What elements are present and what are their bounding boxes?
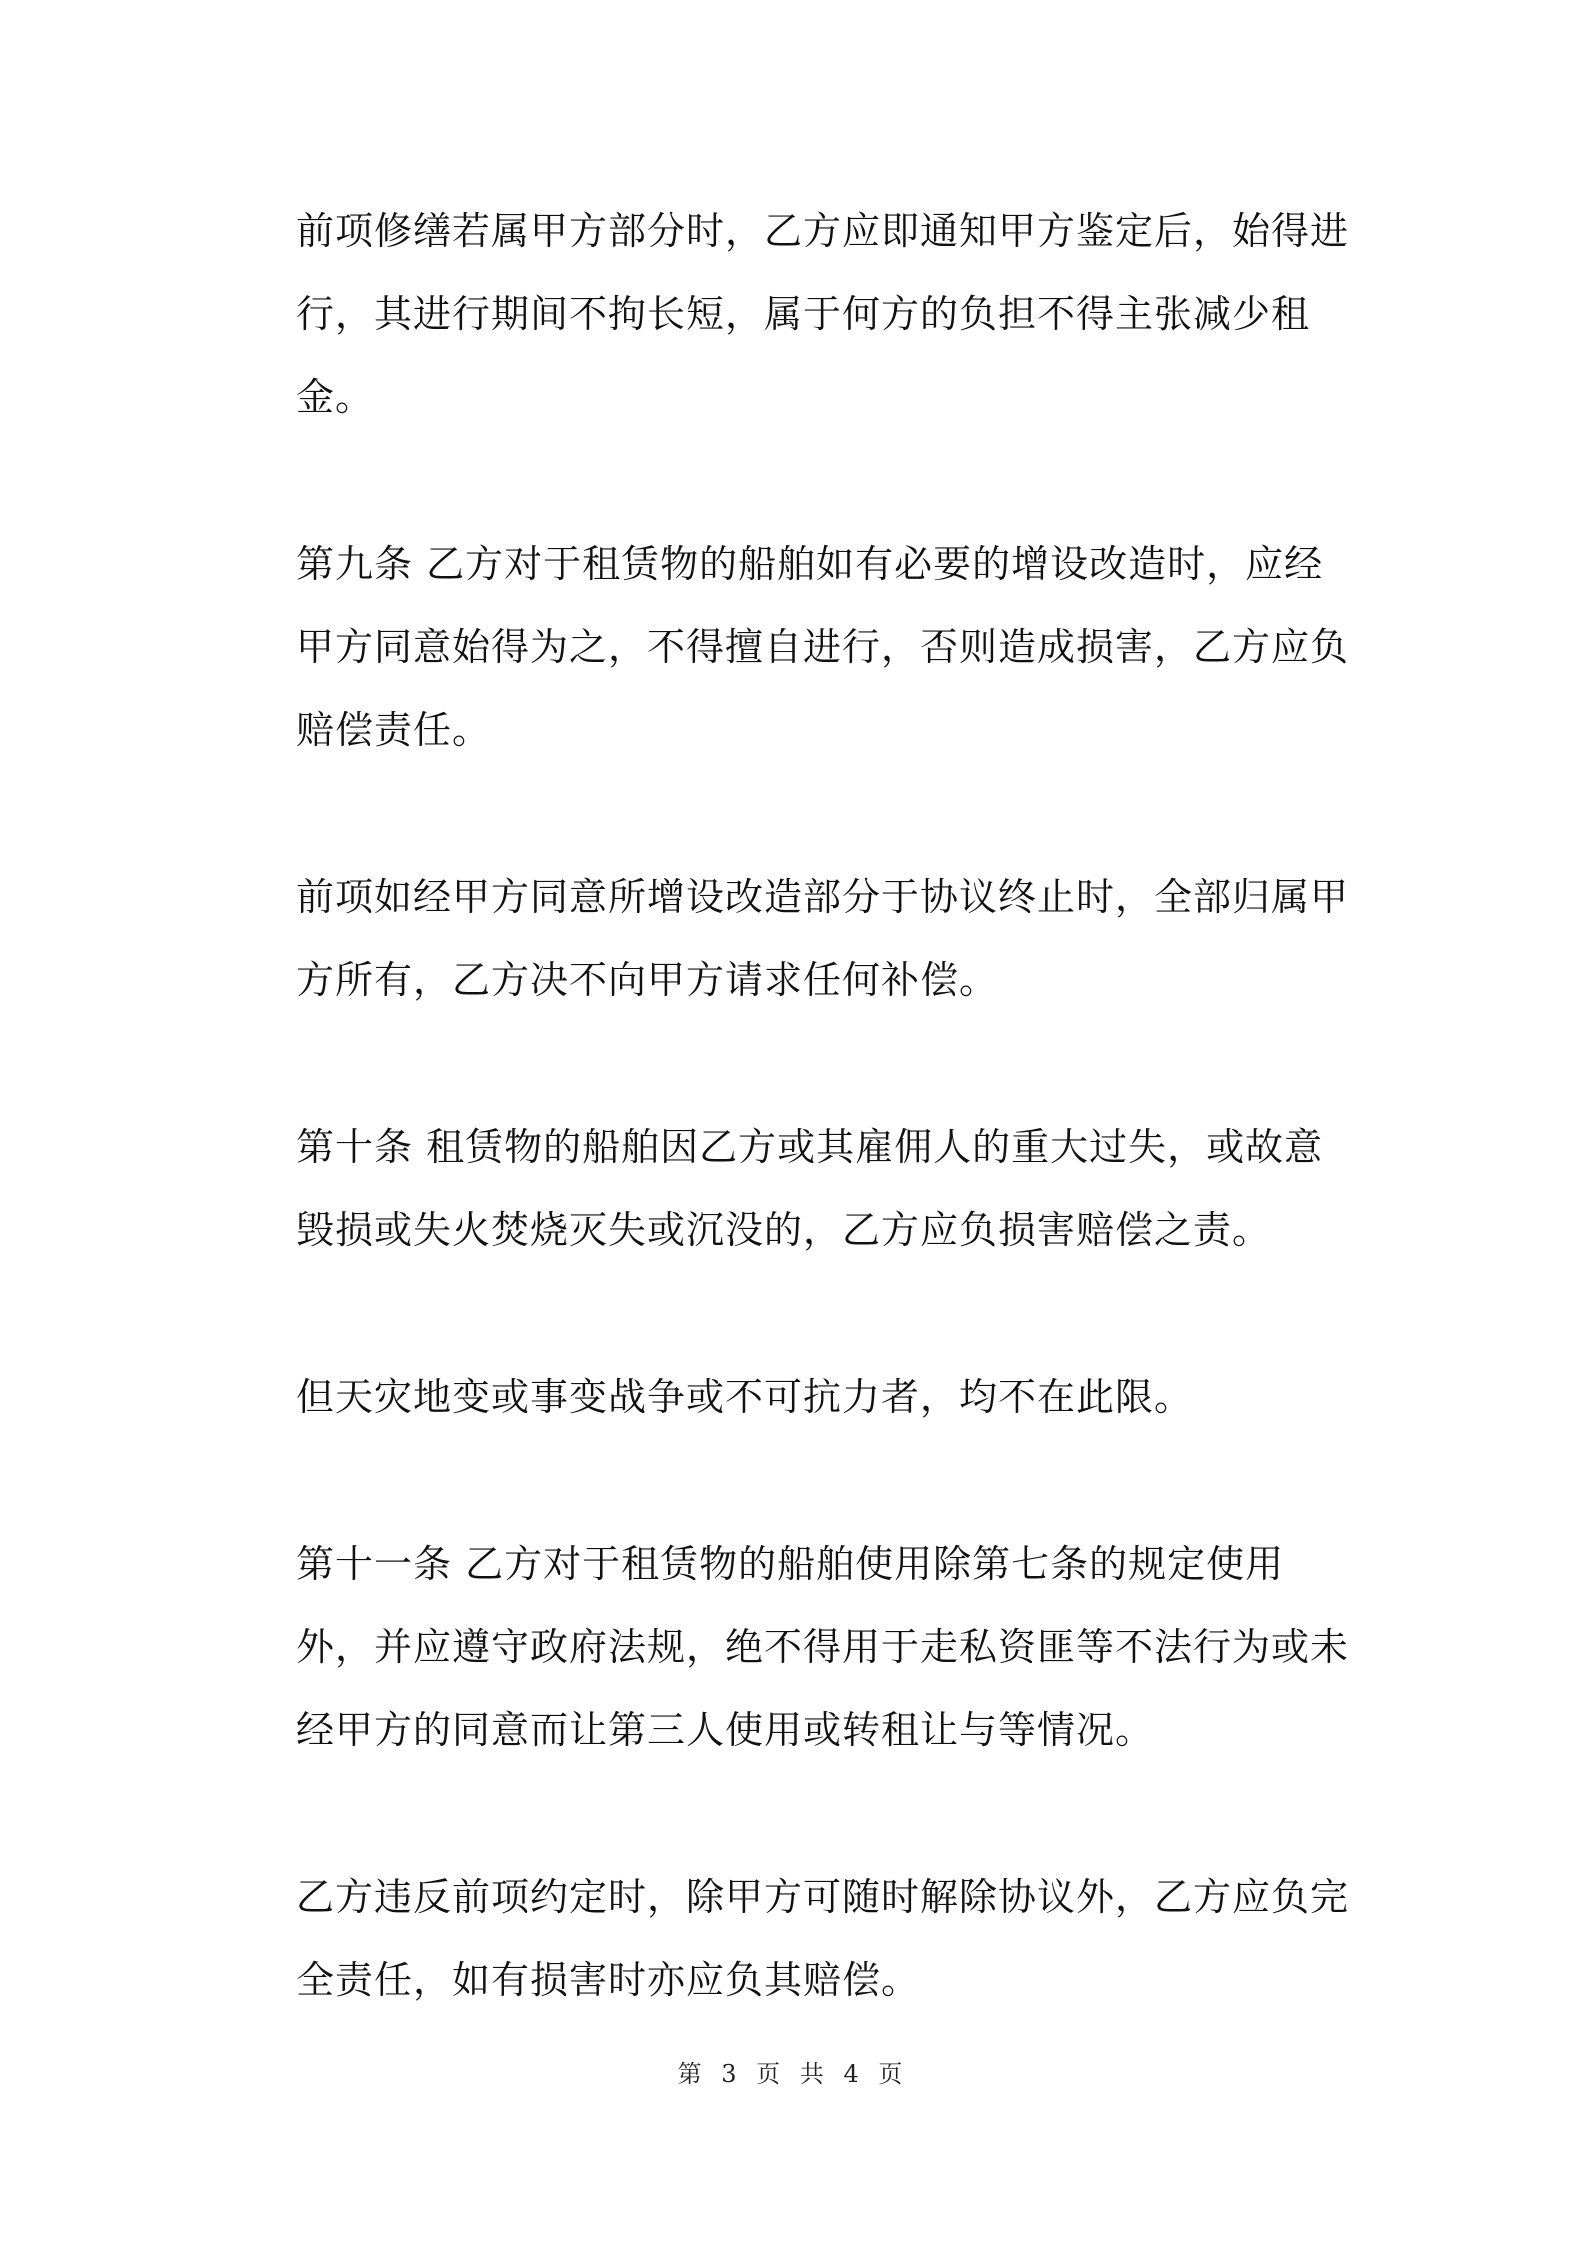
paragraph-article-9: 第九条 乙方对于租赁物的船舶如有必要的增设改造时，应经甲方同意始得为之，不得擅自进行，否则造成损害，乙方应负赔偿责任。 (296, 542, 1350, 752)
paragraph-repair-notice: 前项修缮若属甲方部分时，乙方应即通知甲方鉴定后，始得进行，其进行期间不拘长短，属于何方的负担不得主张减少租金。 (296, 209, 1350, 419)
paragraph-article-10-exception: 但天灾地变或事变战争或不可抗力者，均不在此限。 (296, 1375, 1194, 1419)
paragraph-article-10: 第十条 租赁物的船舶因乙方或其雇佣人的重大过失，或故意毁损或失火焚烧灭失或沉没的，乙方应负损害赔偿之责。 (296, 1125, 1324, 1252)
page-number-footer: 第 3 页 共 4 页 (677, 2060, 909, 2088)
paragraph-article-11-violation: 乙方违反前项约定时，除甲方可随时解除协议外，乙方应负完全责任，如有损害时亦应负其赔偿。 (296, 1875, 1350, 2002)
paragraph-article-9-ownership: 前项如经甲方同意所增设改造部分于协议终止时，全部归属甲方所有，乙方决不向甲方请求任何补偿。 (296, 875, 1350, 1002)
paragraph-article-11: 第十一条 乙方对于租赁物的船舶使用除第七条的规定使用外，并应遵守政府法规，绝不得用于走私资匪等不法行为或未经甲方的同意而让第三人使用或转租让与等情况。 (296, 1542, 1350, 1752)
document-body (296, 190, 1356, 2106)
